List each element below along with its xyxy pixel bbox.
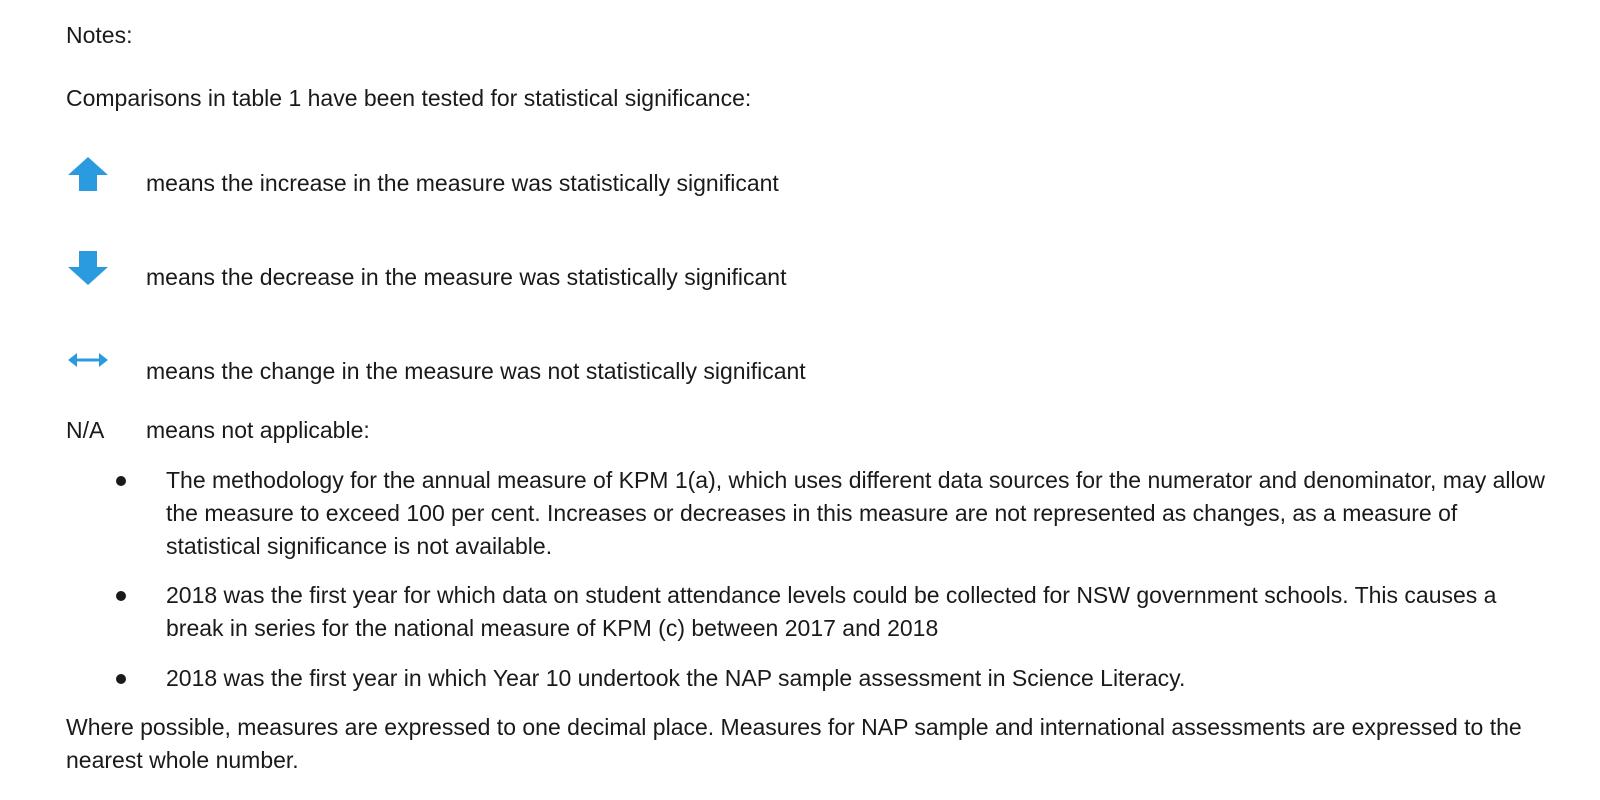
legend-decrease-text: means the decrease in the measure was statistically significant (146, 264, 787, 290)
bullet-icon (116, 591, 126, 601)
comparison-intro: Comparisons in table 1 have been tested for statistical significance: (66, 85, 752, 111)
legend-no-change-text: means the change in the measure was not statistically significant (146, 358, 806, 384)
closing-paragraph: Where possible, measures are expressed to one decimal place. Measures for NAP sample and international assessments are expressed to the nearest whole number. (66, 714, 1522, 773)
double-arrow-icon (68, 350, 108, 370)
bullet-icon (116, 674, 126, 684)
notes-heading: Notes: (66, 22, 133, 48)
bullet-icon (116, 476, 126, 486)
na-label: N/A (66, 417, 105, 443)
list-item-text: The methodology for the annual measure of KPM 1(a), which uses different data sources for the numerator and denominator, may allow the measure to exceed 100 per cent. Increases or decreases in this measure are not represented as changes, as a measure of statistical significance is not available. (166, 467, 1546, 559)
arrow-down-icon (68, 251, 108, 291)
legend-increase-text: means the increase in the measure was statistically significant (146, 170, 779, 196)
arrow-up-icon (68, 157, 108, 197)
list-item-text: 2018 was the first year for which data on student attendance levels could be collected for NSW government schools. This causes a break in series for the national measure of KPM (c) between 2017 and 2018 (166, 582, 1497, 641)
list-item-text: 2018 was the first year in which Year 10 undertook the NAP sample assessment in Science Literacy. (166, 665, 1186, 691)
na-description: means not applicable: (146, 417, 370, 443)
